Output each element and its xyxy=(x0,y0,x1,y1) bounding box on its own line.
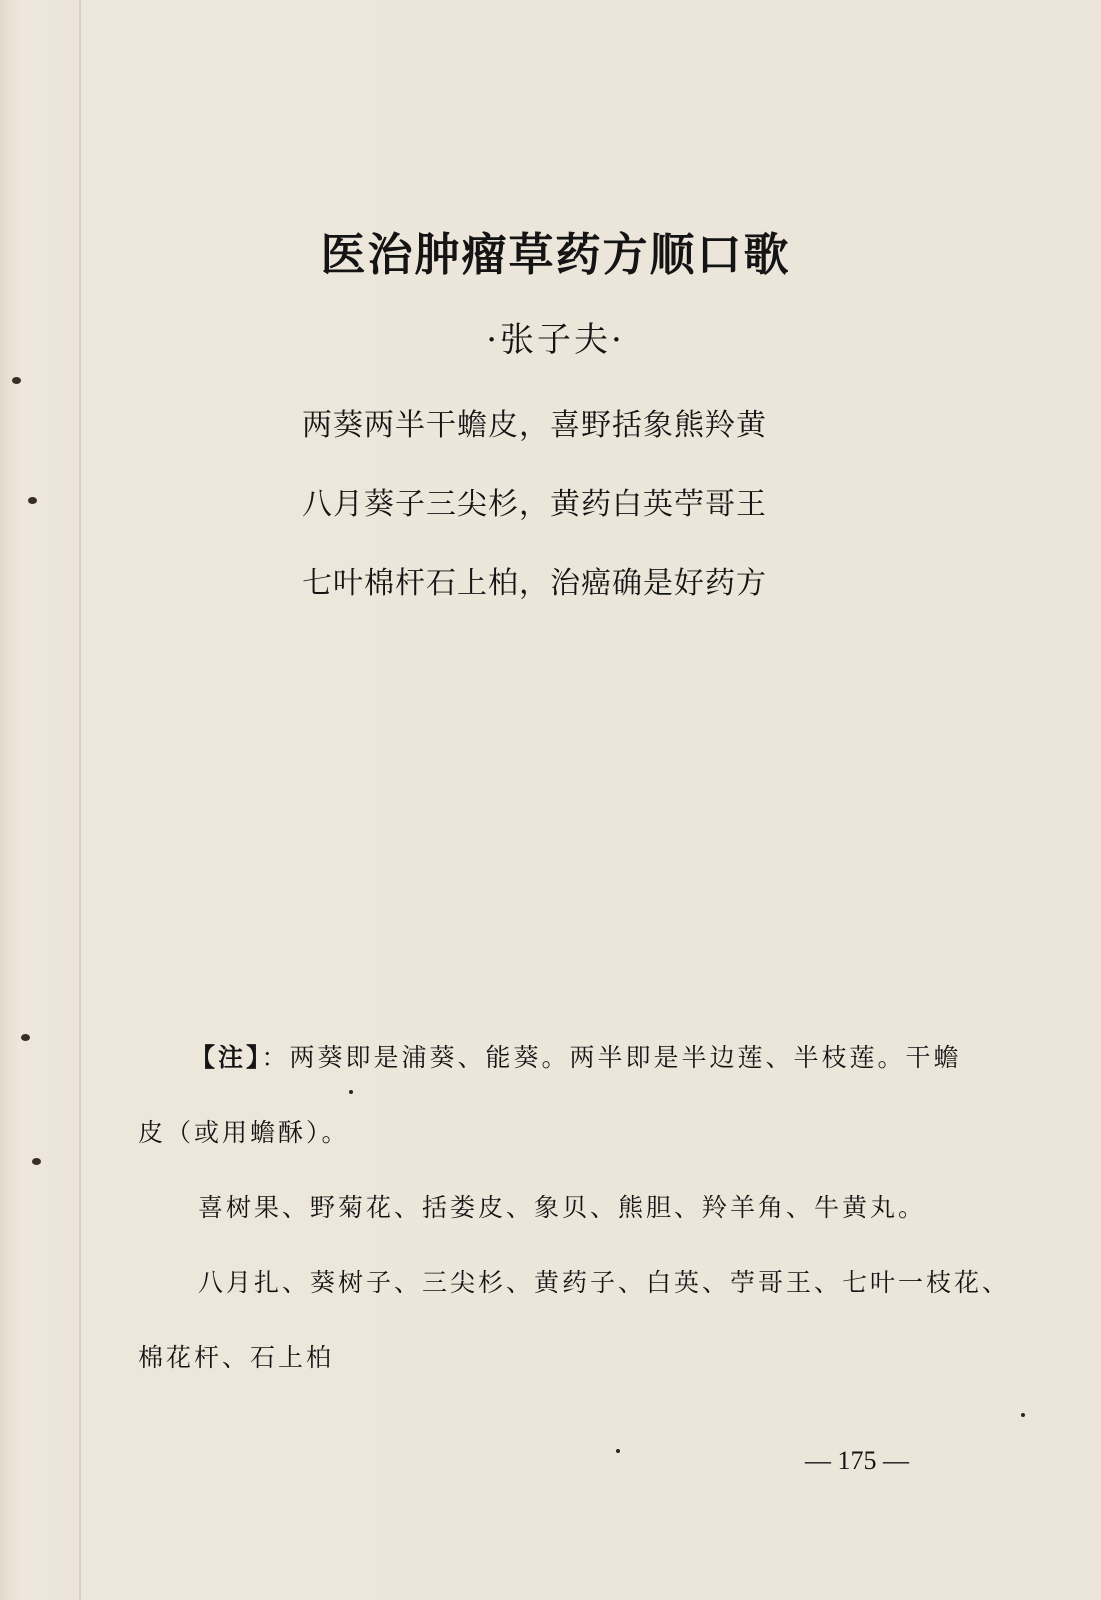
note-line-1 xyxy=(190,1038,962,1074)
note-line-3: 喜树果、野菊花、括娄皮、象贝、熊胆、羚羊角、牛黄丸。 xyxy=(198,1193,927,1222)
note-text-1: ：两葵即是浦葵、能葵。两半即是半边莲、半枝莲。干蟾 xyxy=(261,1043,962,1072)
paper-speck xyxy=(616,1449,620,1453)
author-name: ·张子夫· xyxy=(486,320,625,360)
paper-speck xyxy=(349,1090,353,1094)
binding-hole-mark xyxy=(32,1158,41,1165)
binding-hole-mark xyxy=(12,377,21,384)
verse-line-3: 七叶棉杆石上柏，治癌确是好药方 xyxy=(302,566,767,601)
note-line-4: 八月扎、葵树子、三尖杉、黄药子、白英、苧哥王、七叶一枝花、 xyxy=(198,1268,1011,1297)
binding-hole-mark xyxy=(21,1034,30,1041)
verse-line-2: 八月葵子三尖杉，黄药白英苧哥王 xyxy=(302,487,767,522)
binding-hole-mark xyxy=(28,497,37,504)
verse-line-1: 两葵两半干蟾皮，喜野括象熊羚黄 xyxy=(302,408,767,443)
note-line-5: 棉花杆、石上柏 xyxy=(138,1343,335,1372)
page-title: 医治肿瘤草药方顺口歌 xyxy=(320,228,791,281)
note-line-2: 皮（或用蟾酥）。 xyxy=(138,1118,350,1147)
paper-speck xyxy=(1021,1413,1025,1417)
page-number: — 175 — xyxy=(805,1446,909,1475)
note-label: 【注】 xyxy=(190,1043,262,1072)
